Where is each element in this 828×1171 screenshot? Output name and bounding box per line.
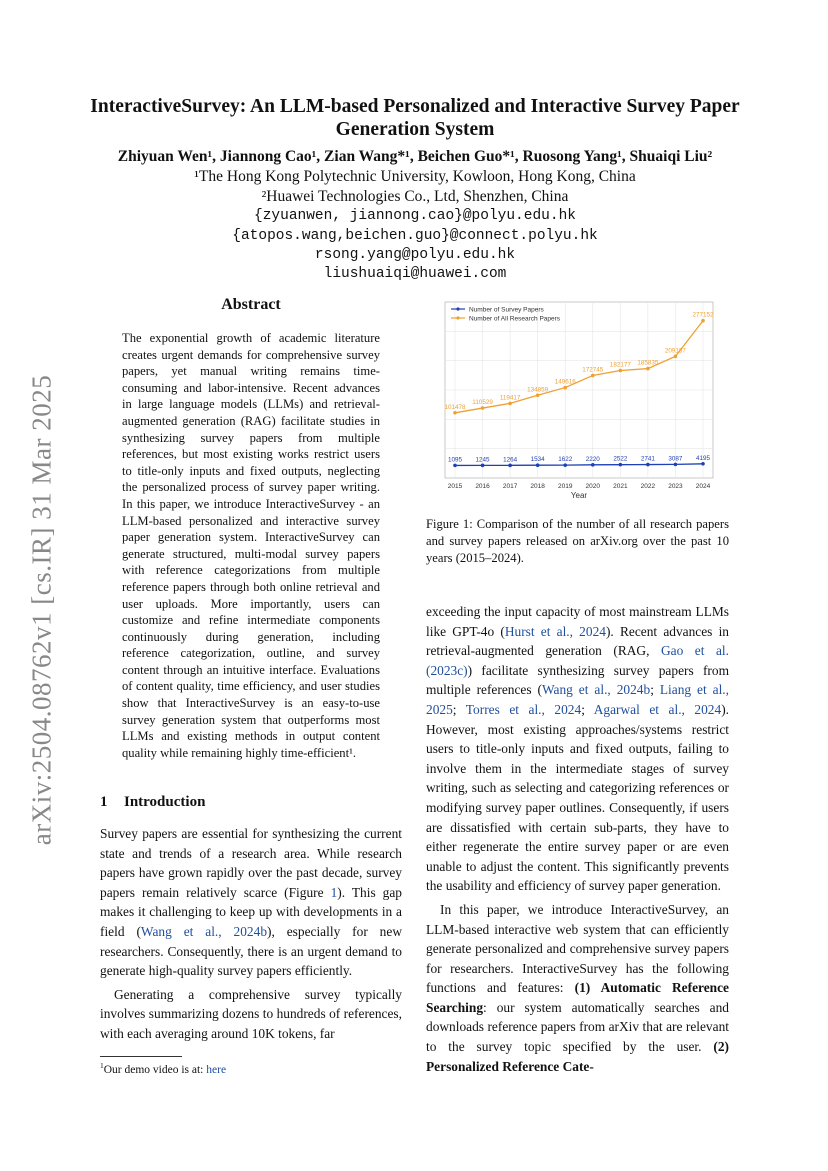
citation-link[interactable]: Agarwal et al., 2024	[593, 701, 722, 717]
data-label: 4195	[695, 454, 711, 462]
author-list: Zhiyuan Wen¹, Jiannong Cao¹, Zian Wang*¹, Beichen Guo*¹, Ruosong Yang¹, Shuaiqi Liu²	[117, 148, 713, 165]
data-point	[563, 386, 567, 390]
data-label: 172745	[582, 366, 604, 374]
data-point	[453, 411, 457, 415]
data-label: 1245	[475, 456, 490, 464]
data-label: 1095	[447, 456, 463, 464]
legend-entry-0: Number of Survey Papers	[469, 306, 544, 314]
figure-1-chart	[431, 296, 723, 502]
data-label: 1534	[530, 456, 545, 464]
data-point	[701, 319, 705, 323]
citation-link[interactable]: Wang et al., 2024b	[140, 923, 268, 939]
data-point	[508, 402, 512, 406]
x-tick-label: 2016	[475, 483, 490, 490]
email-line-4: liushuaiqi@huawei.com	[323, 266, 507, 282]
x-tick-label: 2017	[502, 483, 518, 490]
email-line-1: {zyuanwen, jiannong.cao}@polyu.edu.hk	[254, 208, 576, 224]
data-point	[453, 464, 457, 468]
data-point	[674, 463, 678, 467]
data-label: 209187	[664, 347, 686, 355]
data-label: 1264	[503, 456, 518, 464]
data-point	[619, 369, 623, 373]
data-point	[563, 463, 567, 467]
abstract-heading: Abstract	[221, 296, 281, 313]
footnote-rule	[100, 1056, 182, 1057]
figure-caption: Figure 1: Comparison of the number of all research papers and survey papers released on arXiv.org over the past 10 years (2015–2024).	[426, 517, 729, 565]
data-label: 149616	[554, 378, 576, 386]
intro-paragraph-2: Generating a comprehensive survey typically involves summarizing dozens to hundreds of references, with each averaging around 10K tokens, far	[100, 986, 402, 1041]
data-label: 2741	[640, 455, 655, 463]
data-label: 119417	[499, 394, 521, 402]
data-point	[536, 463, 540, 467]
data-point	[701, 462, 705, 466]
data-point	[591, 374, 595, 378]
intro-paragraph-1: Survey papers are essential for synthesizing the current state and trends of a research area. While research papers have grown rapidly over the past decade, survey papers remain relatively scarce (Figure 1). This gap makes it challenging to keep up with developments in a field (Wang et al., 2024b), especially for new researchers. Consequently, there is an urgent demand to generate high-quality survey papers efficiently.	[100, 826, 402, 979]
x-axis-label: Year	[570, 491, 588, 500]
x-tick-label: 2015	[447, 483, 463, 490]
x-tick-label: 2022	[640, 483, 656, 490]
x-tick-label: 2021	[613, 483, 628, 490]
figure-ref-link[interactable]: 1	[330, 884, 338, 900]
x-tick-label: 2020	[585, 483, 601, 490]
intro-column-right	[426, 602, 729, 1076]
data-point	[674, 355, 678, 359]
data-label: 3087	[668, 455, 683, 463]
arxiv-identifier: arXiv:2504.08762v1 [cs.IR] 31 Mar 2025	[26, 374, 57, 846]
footnote: $^1$Our demo video is at: here	[100, 1061, 227, 1076]
citation-link[interactable]: Gao et al. (2023c)	[426, 643, 729, 678]
section-heading-introduction: 1 Introduction	[100, 794, 206, 810]
x-tick-label: 2024	[695, 483, 711, 490]
affiliation-2: ²Huawei Technologies Co., Ltd, Shenzhen, China	[261, 188, 569, 205]
abstract-text: The exponential growth of academic literature creates urgent demands for comprehensive survey papers, yet manual writing remains time-consuming and labor-intensive. Recent advances in large language models (LLMs) and retrieval-augmented generation (RAG) facilitate studies in synthesizing survey papers from multiple references, but most existing works restrict users to title-only inputs and fixed outputs, neglecting the personalized process of survey paper writing. In this paper, we introduce InteractiveSurvey - an LLM-based personalized and interactive survey paper generation system. InteractiveSurvey can generate structured, multi-modal survey papers with reference categorizations from multiple reference papers through both online retrieval and user uploads. More importantly, users can customize and refine intermediate components continuously during generation, including reference categorization, outline, and survey content through an intuitive interface. Evaluations of content quality, time efficiency, and user studies show that InteractiveSurvey is an easy-to-use survey generation system that outperforms most LLMs and existing methods in output content quality while remaining highly time-efficient¹.	[122, 331, 380, 760]
data-point	[508, 464, 512, 468]
legend-entry-1: Number of All Research Papers	[469, 315, 561, 323]
citation-link[interactable]: Liang et al., 2025	[426, 682, 729, 717]
x-tick-label: 2023	[668, 483, 683, 490]
citation-link[interactable]: Wang et al., 2024b	[541, 682, 651, 698]
data-label: 134859	[527, 386, 549, 394]
data-label: 1622	[558, 456, 573, 464]
data-point	[481, 406, 485, 410]
paper-title: InteractiveSurvey: An LLM-based Personalized and Interactive Survey Paper Generation System	[90, 96, 740, 140]
data-point	[536, 394, 540, 398]
data-point	[646, 367, 650, 371]
x-tick-label: 2019	[557, 483, 573, 490]
email-line-2: {atopos.wang,beichen.guo}@connect.polyu.hk	[232, 228, 598, 244]
demo-video-link[interactable]: here	[206, 1063, 227, 1076]
intro-paragraph-3: exceeding the input capacity of most mainstream LLMs like GPT-4o (Hurst et al., 2024). Recent advances in retrieval-augmented generation (RAG, Gao et al. (2023c)) facilitate synthesizing survey papers from multiple references (Wang et al., 2024b; Liang et al., 2025; Torres et al., 2024; Agarwal et al., 2024). However, most existing approaches/systems restrict users to title-only inputs and fixed outputs, failing to involve them in the intermediate stages of survey writing, such as selecting and categorizing references or modifying survey paper outlines. Consequently, if users are dissatisfied with certain sub-parts, they have to either regenerate the entire survey paper or are even unable to adjust the content. This significantly prevents the usability and efficiency of survey paper generation.	[426, 604, 730, 894]
citation-link[interactable]: Torres et al., 2024	[465, 701, 582, 717]
data-label: 101478	[444, 403, 466, 411]
data-label: 182177	[609, 361, 631, 369]
data-point	[481, 464, 485, 468]
data-label: 277152	[692, 311, 714, 319]
data-label: 185835	[637, 359, 659, 367]
data-label: 2522	[613, 455, 628, 463]
data-point	[646, 463, 650, 467]
legend-marker-1	[456, 316, 459, 319]
citation-link[interactable]: Hurst et al., 2024	[504, 623, 606, 639]
legend-marker-0	[456, 307, 459, 310]
data-point	[619, 463, 623, 467]
intro-column-left	[100, 824, 402, 1044]
data-point	[591, 463, 595, 467]
data-label: 110529	[472, 399, 493, 407]
x-tick-label: 2018	[530, 483, 545, 490]
intro-paragraph-4: In this paper, we introduce InteractiveSurvey, an LLM-based interactive web system that can efficiently generate personalized and comprehensive survey papers for researchers. InteractiveSurvey has the following functions and features: (1) Automatic Reference Searching: our system automatically searches and downloads reference papers from arXiv that are relevant to the survey topic specified by the user. (2) Personalized Reference Cate-	[426, 901, 730, 1074]
affiliation-1: ¹The Hong Kong Polytechnic University, Kowloon, Hong Kong, China	[194, 168, 636, 185]
data-label: 2220	[585, 455, 600, 463]
email-line-3: rsong.yang@polyu.edu.hk	[314, 247, 516, 263]
